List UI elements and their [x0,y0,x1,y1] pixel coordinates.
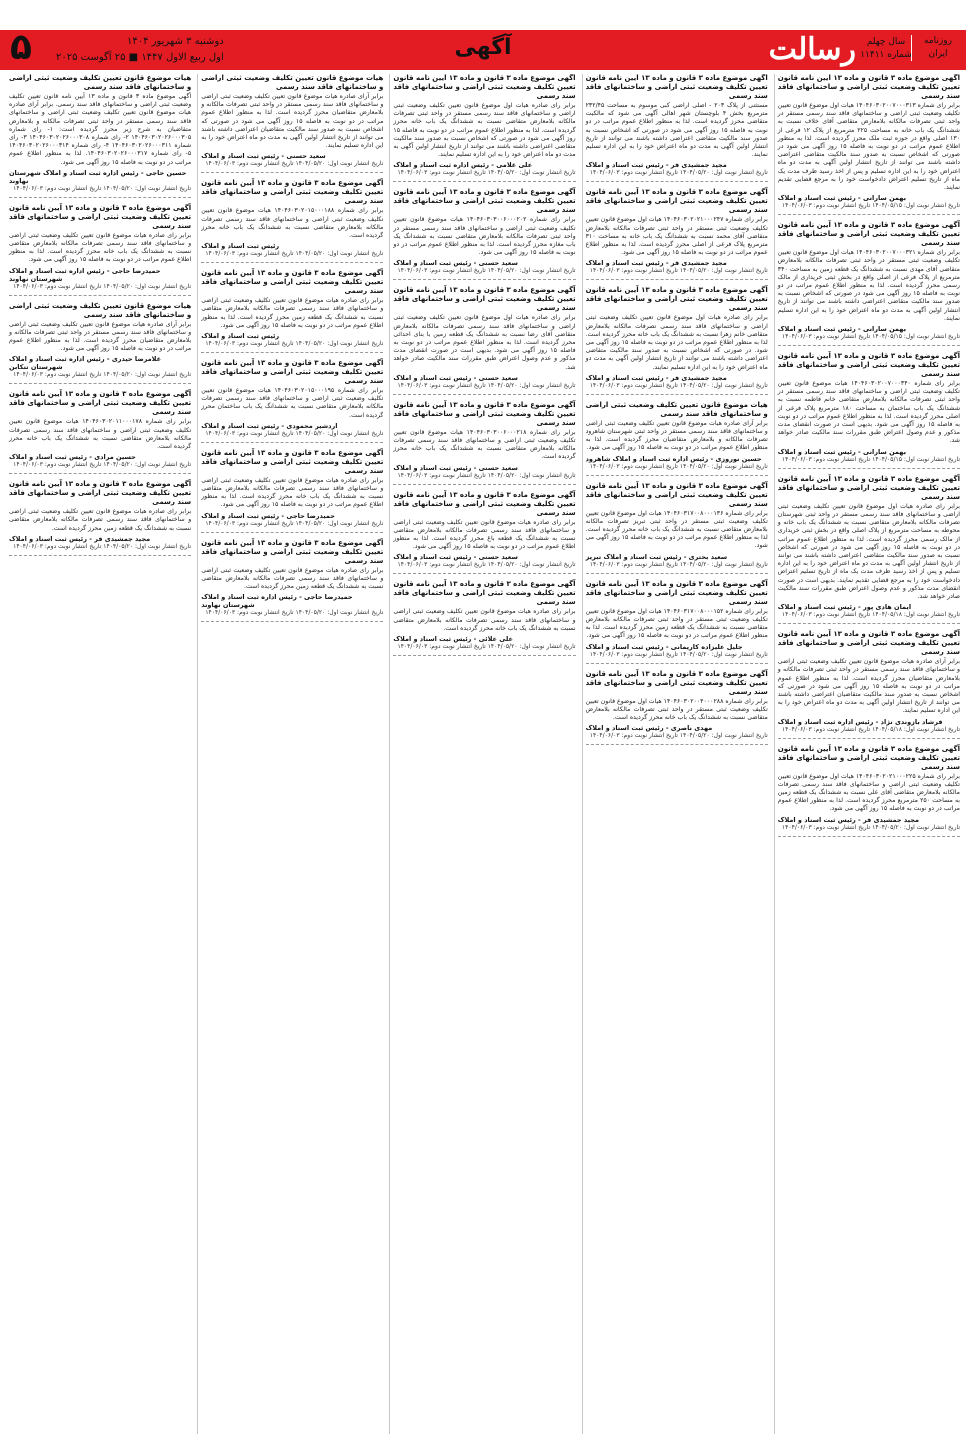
notice-title: هیات موضوع قانون تعیین تکلیف وضعیت ثبتی اراضی و ساختمانهای فاقد سند رسمی [585,400,768,418]
notice-title: آگهی موضوع ماده ۳ قانون و ماده ۱۳ آیین نامه قانون تعیین تکلیف وضعیت ثبتی اراضی و ساختمانهای فاقد سند رسمی [8,203,192,230]
notice-dates: تاریخ انتشار نوبت اول: ۱۴۰۴/۰۵/۲۰ تاریخ انتشار نوبت دوم: ۱۴۰۴/۰۶/۰۳ [205,160,384,168]
issue-number: سال چهلم شماره ۱۱۴۱۱ [860,37,912,60]
notice-title: آگهی موضوع ماده ۳ قانون و ماده ۱۳ آیین نامه قانون تعیین تکلیف وضعیت ثبتی اراضی و ساختمانهای فاقد سند رسمی [393,400,576,427]
notice-signature: غلامرضا حیدری - رئیس اداره ثبت اسناد و املاک شهرستان تنکابن [8,355,162,372]
notice-signature: فرشاد بازوندی نژاد - رئیس اداره ثبت اسناد و املاک [777,717,943,726]
notice-dates: تاریخ انتشار نوبت اول: ۱۴۰۴/۰۵/۲۰ تاریخ انتشار نوبت دوم: ۱۴۰۴/۰۶/۰۳ [13,282,192,290]
notice-signature: بهمن سارانی - رئیس ثبت اسناد و املاک [777,447,907,456]
legal-notice [393,401,575,485]
notice-title: آگهی موضوع ماده ۳ قانون و ماده ۱۳ آیین نامه قانون تعیین تکلیف وضعیت ثبتی اراضی و ساختمانهای فاقد سند رسمی [393,286,576,313]
legal-notice [201,359,383,443]
notice-title: آگهی موضوع ماده ۳ قانون و ماده ۱۳ آیین نامه قانون تعیین تکلیف وضعیت ثبتی اراضی و ساختمانهای فاقد سند رسمی [777,630,960,657]
legal-notice [201,539,383,623]
notice-dates: تاریخ انتشار نوبت اول: ۱۴۰۴/۰۵/۲۰ تاریخ انتشار نوبت دوم: ۱۴۰۴/۰۶/۰۳ [589,650,768,658]
section-title: آگهی [454,35,512,60]
notice-dates: تاریخ انتشار نوبت اول: ۱۴۰۴/۰۵/۲۰ تاریخ انتشار نوبت دوم: ۱۴۰۴/۰۶/۰۳ [589,462,768,470]
notice-body: برابر رای صادره هیات موضوع قانون تعیین تکلیف وضعیت ثبتی اراضی و ساختمانهای فاقد سند رسمی تصرفات مالکانه بلامعارض متقاضی نسبت به ششدانگ یک قطعه زمین محرز گردیده است. لذا به منظور اطلاع عموم مراتب در دو نوبت به فاصله ۱۵ روز آگهی می شود. [201,297,384,329]
page-number: ۵ [10,27,32,68]
date-hijri-gregorian: اول ربیع الاول ۱۴۴۷ ■ ۲۵ آگوست ۲۰۲۵ [56,52,224,63]
notice-dates: تاریخ انتشار نوبت اول: ۱۴۰۴/۰۵/۲۰ تاریخ انتشار نوبت دوم: ۱۴۰۴/۰۶/۰۳ [397,267,576,275]
legal-notice [778,745,960,837]
notice-signature: جلیل علیزاده کاریمانی - رئیس ثبت اسناد و املاک [585,642,743,651]
notice-body: آگهی موضوع ماده ۳ قانون و ماده ۱۳ آیین نامه قانون تعیین تکلیف وضعیت ثبتی اراضی و ساختمانهای فاقد سند رسمی. برابر آرای صادره هیات موضوع قانون تعیین تکلیف وضعیت ثبتی اراضی و ساختمانهای فاقد سند رسمی مستقر در واحد ثبتی تصرفات مالکانه و بلامعارض متقاضیان به شرح زیر محرز گردیده است: ۱- رای شماره ۱۴۰۴۶۰۳۰۲۰۲۶۰۰۰۳۰۵ ۲- رای شماره ۱۴۰۴۶۰۳۰۲۰۲۶۰۰۰۳۰۸ ۳- رای شماره ۱۴۰۴۶۰۳۰۲۰۲۶۰۰۰۳۱۱ ۴- رای شماره ۱۴۰۴۶۰۳۰۲۰۲۶۰۰۰۳۱۴ ۵- رای شماره ۱۴۰۴۶۰۳۰۲۰۲۶۰۰۰۳۱۷. لذا به منظور اطلاع عموم مراتب در دو نوبت به فاصله ۱۵ روز آگهی می شود. [8,93,192,166]
notice-dates: تاریخ انتشار نوبت اول: ۱۴۰۴/۰۵/۱۵ تاریخ انتشار نوبت دوم: ۱۴۰۴/۰۶/۰۳ [781,333,960,341]
notice-dates: تاریخ انتشار نوبت اول: ۱۴۰۴/۰۵/۲۰ تاریخ انتشار نوبت دوم: ۱۴۰۴/۰۶/۰۳ [589,732,768,740]
notice-dates: تاریخ انتشار نوبت اول: ۱۴۰۴/۰۵/۲۰ تاریخ انتشار نوبت دوم: ۱۴۰۴/۰۶/۰۳ [205,429,384,437]
notice-signature: سعید حسنی - رئیس ثبت اسناد و املاک [393,259,518,268]
notice-signature: سعید حسنی - رئیس ثبت اسناد و املاک [201,152,326,161]
notice-dates: تاریخ انتشار نوبت اول: ۱۴۰۴/۰۵/۲۰ تاریخ انتشار نوبت دوم: ۱۴۰۴/۰۶/۰۳ [397,471,576,479]
date-persian: دوشنبه ۳ شهریور ۱۴۰۴ [126,36,224,47]
notice-title: آگهی موضوع ماده ۳ قانون و ماده ۱۳ آیین نامه قانون تعیین تکلیف وضعیت ثبتی اراضی و ساختمانهای فاقد سند رسمی [585,188,768,215]
notice-title: آگهی موضوع ماده ۳ قانون و ماده ۱۳ آیین نامه قانون تعیین تکلیف وضعیت ثبتی اراضی و ساختمانهای فاقد سند رسمی [585,286,768,313]
notice-title: آگهی موضوع ماده ۳ قانون و ماده ۱۳ آیین نامه قانون تعیین تکلیف وضعیت ثبتی اراضی و ساختمانهای فاقد سند رسمی [201,269,384,296]
notice-signature: حمیدرضا حاجی - رئیس اداره ثبت اسناد و املاک شهرستان نهاوند [8,266,161,283]
notice-signature: مجید جمشیدی فر - رئیس ثبت اسناد و املاک [777,815,919,824]
notice-signature: حسین نوروزی - رئیس اداره ثبت اسناد و املاک شاهرود [585,454,762,463]
legal-notice [393,74,575,182]
notice-signature: حمیدرضا حاجی - رئیس اداره ثبت اسناد و املاک شهرستان نهاوند [201,593,353,610]
notice-dates: تاریخ انتشار نوبت اول: ۱۴۰۴/۰۵/۱۸ تاریخ انتشار نوبت دوم: ۱۴۰۴/۰۶/۰۳ [781,611,960,619]
notice-signature: سعید حسنی - رئیس ثبت اسناد و املاک [393,373,518,382]
notice-body: برابر رای صادره هیات موضوع قانون تعیین تکلیف وضعیت ثبتی اراضی و ساختمانهای فاقد سند رسمی تصرفات مالکانه بلامعارض متقاضی نسبت به ششدانگ یک قطعه زمین محرز گردیده است. [201,566,384,591]
legal-notice [778,630,960,738]
notice-signature: حمیدرضا حاجی - رئیس ثبت اسناد و املاک [201,511,335,520]
notice-signature: ایمان هادی پور - رئیس ثبت اسناد و املاک [777,603,912,612]
notice-signature: مجید جمشیدی فر - رئیس ثبت اسناد و املاک [8,534,151,543]
legal-notice [586,580,768,664]
notice-signature: حسین مرادی - رئیس ثبت اسناد و املاک [8,453,136,462]
notice-dates: تاریخ انتشار نوبت اول: ۱۴۰۴/۰۵/۱۵ تاریخ انتشار نوبت دوم: ۱۴۰۴/۰۶/۰۳ [781,455,960,463]
column-3 [389,74,575,1434]
notice-body: برابر رای شماره ۱۴۰۴۶۰۳۰۲۰۰۷۰۰۰۳۴۰ هیات موضوع قانون تعیین تکلیف وضعیت ثبتی اراضی و ساختمانهای فاقد سند رسمی مستقر در واحد ثبتی تصرفات مالکانه بلامعارض متقاضی خانم فاطمه نسبت به ششدانگ یک باب ساختمان به مساحت ۱۸۰ مترمربع پلاک فرعی از اصلی محرز گردیده است. لذا به منظور اطلاع عموم مراتب در دو نوبت به فاصله ۱۵ روز آگهی می شود. بدیهی است در صورت انقضای مدت مذکور و عدم وصول اعتراض طبق مقررات سند مالکیت صادر خواهد شد. [777,380,960,445]
notice-dates: تاریخ انتشار نوبت اول: ۱۴۰۴/۰۵/۱۵ تاریخ انتشار نوبت دوم: ۱۴۰۴/۰۶/۰۳ [781,202,960,210]
legal-notice [393,580,575,656]
notice-body: برابر رای صادره هیات موضوع قانون تعیین تکلیف وضعیت ثبتی اراضی و ساختمانهای فاقد سند رسمی تصرفات مالکانه بلامعارض متقاضی نسبت به ششدانگ یک باب خانه محرز گردیده است. [393,608,576,632]
notice-body: برابر رای شماره ۱۴۰۴۶۰۳۱۷۰۰۸۰۰۰۱۵۲ هیات اول موضوع قانون تعیین تکلیف وضعیت ثبتی مستقر در واحد ثبتی تصرفات مالکانه بلامعارض متقاضی نسبت به ششدانگ یک قطعه زمین محرز گردیده است. لذا به منظور اطلاع عموم مراتب در دو نوبت به فاصله ۱۵ روز آگهی می شود. [585,607,768,640]
legal-notice [9,480,191,556]
notice-body: برابر رای صادره هیات اول موضوع قانون تعیین تکلیف وضعیت ثبتی اراضی و ساختمانهای فاقد سند رسمی مستقر در واحد ثبتی شهرستان تصرفات مالکانه بلامعارض متقاضی نسبت به ششدانگ یک باب خانه و محوطه به مساحت مترمربع از پلاک اصلی واقع در بخش ثبتی خریداری از مالک رسمی محرز گردیده است. لذا به منظور اطلاع عموم مراتب در دو نوبت به فاصله ۱۵ روز آگهی می شود در صورتی که اشخاص نسبت به صدور سند مالکیت متقاضی اعتراضی داشته باشند می توانند از تاریخ انتشار اولین آگهی به مدت دو ماه اعتراض خود را به این اداره تسلیم و پس از اخذ رسید ظرف مدت یک ماه از تاریخ تسلیم اعتراض دادخواست خود را به مرجع قضایی تقدیم نمایند. بدیهی است در صورت انقضای مدت مذکور و عدم وصول اعتراض طبق مقررات سند مالکیت صادر خواهد شد. [777,502,960,600]
legal-notice [201,74,383,173]
notice-dates: تاریخ انتشار نوبت اول: ۱۴۰۴/۰۵/۲۰ تاریخ انتشار نوبت دوم: ۱۴۰۴/۰۶/۰۳ [13,371,192,379]
notice-signature: مجید جمشیدی فر - رئیس ثبت اسناد و املاک [585,161,727,170]
notice-dates: تاریخ انتشار نوبت اول: ۱۴۰۴/۰۵/۲۰ تاریخ انتشار نوبت دوم: ۱۴۰۴/۰۶/۰۳ [589,267,768,275]
notice-body: برابر رای شماره ۱۴۰۴۶۰۳۰۳۰۰۶۰۰۰۲۰۲ هیات موضوع قانون تعیین تکلیف وضعیت ثبتی اراضی و ساختمانهای فاقد سند رسمی مستقر در واحد ثبتی تصرفات مالکانه بلامعارض متقاضی نسبت به ششدانگ یک باب مغازه محرز گردیده است. لذا به منظور اطلاع عموم مراتب در دو نوبت به فاصله ۱۵ روز آگهی می شود. [393,216,576,257]
notice-title: هیات موضوع قانون تعیین تکلیف وضعیت ثبتی اراضی و ساختمانهای فاقد سند رسمی [201,74,384,91]
legal-notice [778,221,960,346]
legal-notice [393,188,575,280]
notice-title: آگهی موضوع ماده ۳ قانون و ماده ۱۳ آیین نامه قانون تعیین تکلیف وضعیت ثبتی اراضی و ساختمانهای فاقد سند رسمی [201,179,384,206]
notice-dates: تاریخ انتشار نوبت اول: ۱۴۰۴/۰۵/۲۰ تاریخ انتشار نوبت دوم: ۱۴۰۴/۰۶/۰۳ [205,609,384,617]
notice-title: آگهی موضوع ماده ۳ قانون و ماده ۱۳ آیین نامه قانون تعیین تکلیف وضعیت ثبتی اراضی و ساختمانهای فاقد سند رسمی [201,359,384,386]
notice-body: برابر رای صادره هیات موضوع قانون تعیین تکلیف وضعیت ثبتی اراضی و ساختمانهای فاقد سند رسمی تصرفات مالکانه بلامعارض متقاضی نسبت به ششدانگ یک قطعه باغ محرز گردیده است. لذا به منظور اطلاع عموم مراتب در دو نوبت به فاصله ۱۵ روز آگهی می شود. [393,518,576,551]
notice-body: برابر رای شماره ۱۴۰۴۶۰۳۰۲۰۰۴۰۰۰۲۸۸ هیات اول موضوع قانون تعیین تکلیف وضعیت ثبتی مستقر در واحد ثبتی تصرفات مالکانه بلامعارض متقاضی نسبت به ششدانگ یک باب خانه محرز گردیده است. [585,697,768,721]
legal-notice [778,74,960,215]
notice-body: برابر آرای صادره هیات موضوع قانون تعیین تکلیف وضعیت ثبتی اراضی و ساختمانهای فاقد سند رسمی مستقر در واحد ثبتی تصرفات مالکانه و بلامعارض متقاضیان محرز گردیده است. لذا به منظور اطلاع عموم مراتب در دو نوبت به فاصله ۱۵ روز آگهی می شود در صورتی که اشخاص نسبت به صدور سند مالکیت متقاضیان اعتراضی داشته باشند می توانند از تاریخ انتشار اولین آگهی به مدت دو ماه اعتراض خود را به این اداره تسلیم نمایند. [201,93,384,150]
notice-signature: سعید حسنی - رئیس ثبت اسناد و املاک [393,463,518,472]
masthead-bar [0,27,966,70]
notice-dates: تاریخ انتشار نوبت اول: ۱۴۰۴/۰۵/۲۰ تاریخ انتشار نوبت دوم: ۱۴۰۴/۰۶/۰۳ [13,184,192,192]
notice-dates: تاریخ انتشار نوبت اول: ۱۴۰۴/۰۵/۲۰ تاریخ انتشار نوبت دوم: ۱۴۰۴/۰۶/۰۳ [781,823,960,831]
notice-title: آگهی موضوع ماده ۳ قانون و ماده ۱۳ آیین نامه قانون تعیین تکلیف وضعیت ثبتی اراضی و ساختمانهای فاقد سند رسمی [585,481,768,508]
legal-notice [201,449,383,533]
notice-dates: تاریخ انتشار نوبت اول: ۱۴۰۴/۰۵/۲۰ تاریخ انتشار نوبت دوم: ۱۴۰۴/۰۶/۰۳ [205,519,384,527]
notice-title: آگهی موضوع ماده ۳ قانون و ماده ۱۳ آیین نامه قانون تعیین تکلیف وضعیت ثبتی اراضی و ساختمانهای فاقد سند رسمی [8,390,192,417]
notice-title: آگهی موضوع ماده ۳ قانون و ماده ۱۳ آیین نامه قانون تعیین تکلیف وضعیت ثبتی اراضی و ساختمانهای فاقد سند رسمی [8,480,192,507]
notice-body: برابر آرای صادره هیات موضوع قانون تعیین تکلیف وضعیت ثبتی اراضی و ساختمانهای فاقد سند رسمی مستقر در واحد ثبتی شهرستان شاهرود تصرفات مالکانه و بلامعارض متقاضیان محرز گردیده است. لذا به منظور اطلاع عموم مراتب در دو نوبت به فاصله ۱۵ روز آگهی می شود. [585,419,768,452]
notice-title: آگهی موضوع ماده ۳ قانون و ماده ۱۳ آیین نامه قانون تعیین تکلیف وضعیت ثبتی اراضی و ساختمانهای فاقد سند رسمی [201,448,384,475]
notice-dates: تاریخ انتشار نوبت اول: ۱۴۰۴/۰۵/۲۰ تاریخ انتشار نوبت دوم: ۱۴۰۴/۰۶/۰۳ [13,542,192,550]
notice-body: برابر آرای صادره هیات موضوع قانون تعیین تکلیف وضعیت ثبتی اراضی و ساختمانهای فاقد سند رسمی مستقر در واحد ثبتی تصرفات مالکانه و بلامعارض متقاضیان محرز گردیده است. لذا به منظور اطلاع عموم مراتب در دو نوبت به فاصله ۱۵ روز آگهی می شود در صورتی که اشخاص نسبت به صدور سند مالکیت متقاضیان اعتراضی داشته باشند می توانند از تاریخ انتشار اولین آگهی به مدت دو ماه اعتراض خود را به این اداره تسلیم نمایند. [777,658,960,715]
notice-signature: بهمن سارانی - رئیس ثبت اسناد و املاک [777,325,907,334]
column-2 [582,74,768,1434]
notice-title: آگهی موضوع ماده ۳ قانون و ماده ۱۳ آیین نامه قانون تعیین تکلیف وضعیت ثبتی اراضی و ساختمانهای فاقد سند رسمی [777,474,960,501]
notice-dates: تاریخ انتشار نوبت اول: ۱۴۰۴/۰۵/۲۰ تاریخ انتشار نوبت دوم: ۱۴۰۴/۰۶/۰۳ [589,169,768,177]
legal-notice [201,179,383,263]
legal-notice [9,390,191,474]
legal-notice [586,74,768,182]
column-4 [197,74,383,1434]
notice-dates: تاریخ انتشار نوبت اول: ۱۴۰۴/۰۵/۲۰ تاریخ انتشار نوبت دوم: ۱۴۰۴/۰۶/۰۳ [13,461,192,469]
notice-title: آگهی موضوع ماده ۳ قانون و ماده ۱۳ آیین نامه قانون تعیین تکلیف وضعیت ثبتی اراضی و ساختمانهای فاقد سند رسمی [585,669,768,696]
notice-signature: رئیس ثبت اسناد و املاک [201,332,280,341]
notice-signature: مجید جمشیدی فر - رئیس ثبت اسناد و املاک [585,373,727,382]
notice-body: مستثنی از پلاک ۲۰۳ - اصلی اراضی کبی موسوم به مساحت ۲۳۲/۴۵ مترمربع بخش ۴ بلوچستان شهر اهالی آگهی می شود که مالکیت متقاضی محرز گردیده است. لذا به منظور اطلاع عموم مراتب در دو نوبت به فاصله ۱۵ روز آگهی می شود در صورتی که اشخاص نسبت به صدور سند مالکیت متقاضی اعتراضی داشته باشند می توانند از تاریخ انتشار اولین آگهی به مدت دو ماه اعتراض خود را به این اداره تسلیم نمایند. [585,102,768,159]
notice-signature: علی علائی - رئیس ثبت اسناد و املاک [393,635,513,644]
column-5 [6,74,191,1434]
notice-dates: تاریخ انتشار نوبت اول: ۱۴۰۴/۰۵/۲۰ تاریخ انتشار نوبت دوم: ۱۴۰۴/۰۶/۰۳ [205,340,384,348]
notice-signature: اردشیر محمودی - رئیس ثبت اسناد و املاک [201,421,338,430]
notice-body: برابر رای صادره هیات موضوع قانون تعیین تکلیف وضعیت ثبتی اراضی و ساختمانهای فاقد سند رسمی تصرفات مالکانه بلامعارض متقاضی نسبت به ششدانگ یک قطعه زمین محرز گردیده است. [8,508,192,532]
notice-dates: تاریخ انتشار نوبت اول: ۱۴۰۴/۰۵/۲۰ تاریخ انتشار نوبت دوم: ۱۴۰۴/۰۶/۰۳ [589,381,768,389]
legal-notice [201,269,383,353]
notice-body: برابر رای صادره هیات اول موضوع قانون تعیین تکلیف وضعیت ثبتی اراضی و ساختمانهای فاقد سند رسمی تصرفات مالکانه بلامعارض متقاضی خانم زهرا نسبت به ششدانگ یک باب خانه محرز گردیده است. لذا به منظور اطلاع عموم مراتب در دو نوبت به فاصله ۱۵ روز آگهی می شود. در صورتی که اشخاص نسبت به صدور سند مالکیت متقاضی اعتراضی داشته باشند می توانند از تاریخ انتشار اولین آگهی به مدت دو ماه اعتراض خود را به این اداره تسلیم نمایند. [585,314,768,371]
notice-body: برابر رای شماره ۱۴۰۴۶۰۳۰۲۰۱۱۰۰۰۱۷۸ هیات موضوع قانون تعیین تکلیف وضعیت ثبتی اراضی و ساختمانهای فاقد سند رسمی تصرفات مالکانه بلامعارض متقاضی نسبت به ششدانگ یک باب خانه محرز گردیده است. [8,418,192,451]
notice-title: هیات موضوع قانون تعیین تکلیف وضعیت ثبتی اراضی و ساختمانهای فاقد سند رسمی [8,301,192,319]
notice-dates: تاریخ انتشار نوبت اول: ۱۴۰۴/۰۵/۲۰ تاریخ انتشار نوبت دوم: ۱۴۰۴/۰۶/۰۳ [397,561,576,569]
notice-body: برابر رای شماره ۱۴۰۴۶۰۳۰۲۰۰۷۰۰۰۳۱۳ هیات اول موضوع قانون تعیین تکلیف وضعیت ثبتی اراضی و ساختمانهای فاقد سند رسمی مستقر در واحد ثبتی تصرفات مالکانه بلامعارض متقاضی آقای خلاف نسبت به ششدانگ یک باب خانه به مساحت ۲۲۵ مترمربع از پلاک ۱۲ فرعی از ۱۳۰ اصلی واقع در حوزه ثبت ملک محرز گردیده است. لذا به منظور اطلاع عموم مراتب در دو نوبت به فاصله ۱۵ روز آگهی می شود در صورتی که اشخاص نسبت به صدور سند مالکیت متقاضی اعتراضی داشته باشند می توانند از تاریخ انتشار اولین آگهی به مدت دو ماه اعتراض خود را به این اداره تسلیم و پس از اخذ رسید ظرف مدت یک ماه از تاریخ تسلیم اعتراض دادخواست خود را به مرجع قضایی تقدیم نمایند. [777,102,960,192]
notice-dates: تاریخ انتشار نوبت اول: ۱۴۰۴/۰۵/۲۰ تاریخ انتشار نوبت دوم: ۱۴۰۴/۰۶/۰۳ [589,560,768,568]
notice-signature: رئیس ثبت اسناد و املاک [201,242,280,251]
date-box [56,34,224,66]
legal-notice [393,286,575,394]
notice-body: برابر رای صادره هیات موضوع قانون تعیین تکلیف وضعیت ثبتی اراضی و ساختمانهای فاقد سند رسمی تصرفات مالکانه بلامعارض متقاضی نسبت به ششدانگ یک باب خانه محرز گردیده است. لذا به منظور اطلاع عموم مراتب در دو نوبت به فاصله ۱۵ روز آگهی می شود. [201,476,384,509]
notice-title: آگهی موضوع ماده ۳ قانون و ماده ۱۳ آیین نامه قانون تعیین تکلیف وضعیت ثبتی اراضی و ساختمانهای فاقد سند رسمی [777,74,960,100]
legal-notice [586,482,768,574]
notice-title: آگهی موضوع ماده ۳ قانون و ماده ۱۳ آیین نامه قانون تعیین تکلیف وضعیت ثبتی اراضی و ساختمانهای فاقد سند رسمی [393,188,576,215]
notice-signature: مهدی ناصری - رئیس ثبت اسناد و املاک [585,724,713,733]
notice-title: هیات موضوع قانون تعیین تکلیف وضعیت ثبتی اراضی و ساختمانهای فاقد سند رسمی [8,74,192,91]
notice-signature: مجید جمشیدی فر - رئیس ثبت اسناد و املاک [585,259,727,268]
legal-notice [9,204,191,296]
notice-dates: تاریخ انتشار نوبت اول: ۱۴۰۴/۰۵/۲۰ تاریخ انتشار نوبت دوم: ۱۴۰۴/۰۶/۰۳ [205,250,384,258]
legal-notice [586,401,768,476]
notice-body: برابر رای شماره ۱۴۰۴۶۰۳۰۲۰۱۵۰۰۰۱۹۵ هیات موضوع قانون تعیین تکلیف وضعیت ثبتی اراضی و ساختمانهای فاقد سند رسمی تصرفات مالکانه بلامعارض متقاضی نسبت به ششدانگ یک باب ساختمان محرز گردیده است. [201,387,384,419]
notice-title: آگهی موضوع ماده ۳ قانون و ماده ۱۳ آیین نامه قانون تعیین تکلیف وضعیت ثبتی اراضی و ساختمانهای فاقد سند رسمی [777,221,960,248]
notice-body: برابر رای صادره هیات موضوع قانون تعیین تکلیف وضعیت ثبتی اراضی و ساختمانهای فاقد سند رسمی تصرفات مالکانه بلامعارض متقاضی نسبت به ششدانگ یک باب خانه محرز گردیده است. لذا به منظور اطلاع عموم مراتب در دو نوبت به فاصله ۱۵ روز آگهی می شود. [8,231,192,264]
notice-body: برابر رای شماره ۱۴۰۴۶۰۳۰۳۰۰۶۰۰۰۲۱۸ هیات موضوع قانون تعیین تکلیف وضعیت ثبتی اراضی و ساختمانهای فاقد سند رسمی تصرفات مالکانه بلامعارض متقاضی نسبت به ششدانگ یک باب خانه محرز گردیده است. [393,428,576,461]
notice-body: برابر رای شماره ۱۴۰۴۶۰۳۱۷۰۰۸۰۰۰۱۳۶ هیات اول موضوع قانون تعیین تکلیف وضعیت ثبتی مستقر در واحد ثبتی تبریز تصرفات مالکانه بلامعارض متقاضی نسبت به ششدانگ یک باب خانه محرز گردیده است. لذا به منظور اطلاع عموم مراتب در دو نوبت به فاصله ۱۵ روز آگهی می شود. [585,509,768,550]
legal-notice [9,302,191,385]
notice-body: برابر رای صادره هیات اول موضوع قانون تعیین تکلیف وضعیت ثبتی اراضی و ساختمانهای فاقد سند رسمی تصرفات مالکانه بلامعارض متقاضی آقای رضا نسبت به ششدانگ یک قطعه زمین با بنای احداثی محرز گردیده است. لذا به منظور اطلاع عموم مراتب در دو نوبت به فاصله ۱۵ روز آگهی می شود. بدیهی است در صورت انقضای مدت مذکور و عدم وصول اعتراض طبق مقررات سند مالکیت صادر خواهد شد. [393,314,576,371]
notice-body: برابر رای شماره ۱۴۰۴۶۰۳۰۲۰۰۷۰۰۰۳۲۱ هیات اول موضوع قانون تعیین تکلیف وضعیت ثبتی مستقر در واحد ثبتی تصرفات مالکانه بلامعارض متقاضی آقای مهدی نسبت به ششدانگ یک قطعه زمین به مساحت ۳۴۰ مترمربع از پلاک فرعی از اصلی واقع در بخش ثبتی خریداری از مالک رسمی محرز گردیده است. لذا به منظور اطلاع عموم مراتب در دو نوبت به فاصله ۱۵ روز آگهی می شود در صورتی که اشخاص نسبت به صدور سند مالکیت متقاضی اعتراضی داشته باشند می توانند از تاریخ انتشار اولین آگهی به مدت دو ماه اعتراض خود را به این اداره تسلیم نمایند. [777,249,960,322]
notice-dates: تاریخ انتشار نوبت اول: ۱۴۰۴/۰۵/۲۰ تاریخ انتشار نوبت دوم: ۱۴۰۴/۰۶/۰۳ [397,169,576,177]
notice-title: آگهی موضوع ماده ۳ قانون و ماده ۱۳ آیین نامه قانون تعیین تکلیف وضعیت ثبتی اراضی و ساختمانهای فاقد سند رسمی [777,744,960,771]
notice-body: برابر رای شماره ۱۴۰۴۶۰۳۰۲۰۱۵۰۰۰۱۸۸ هیات موضوع قانون تعیین تکلیف وضعیت ثبتی اراضی و ساختمانهای فاقد سند رسمی تصرفات مالکانه بلامعارض متقاضی نسبت به ششدانگ یک باب خانه محرز گردیده است. [201,207,384,240]
ad-columns [6,74,960,1434]
legal-notice [778,475,960,624]
notice-dates: تاریخ انتشار نوبت اول: ۱۴۰۴/۰۵/۲۰ تاریخ انتشار نوبت دوم: ۱۴۰۴/۰۶/۰۳ [397,643,576,651]
notice-signature: سعید بحتری - رئیس ثبت اسناد و املاک تبریز [585,552,728,561]
legal-notice [586,286,768,394]
legal-notice [586,670,768,746]
notice-body: برابر رای شماره ۱۴۰۴۶۰۳۰۲۰۲۱۰۰۰۲۴۷ هیات اول موضوع قانون تعیین تکلیف وضعیت ثبتی مستقر در واحد ثبتی تصرفات مالکانه بلامعارض متقاضی آقای محمد نسبت به ششدانگ یک باب خانه به مساحت ۳۱۰ مترمربع پلاک فرعی از اصلی محرز گردیده است. لذا به منظور اطلاع عموم مراتب در دو نوبت به فاصله ۱۵ روز آگهی می شود. [585,216,768,257]
notice-title: آگهی موضوع ماده ۳ قانون و ماده ۱۳ آیین نامه قانون تعیین تکلیف وضعیت ثبتی اراضی و ساختمانهای فاقد سند رسمی [393,580,576,607]
notice-title: آگهی موضوع ماده ۳ قانون و ماده ۱۳ آیین نامه قانون تعیین تکلیف وضعیت ثبتی اراضی و ساختمانهای فاقد سند رسمی [585,579,768,606]
legal-notice [586,188,768,280]
notice-title: آگهی موضوع ماده ۳ قانون و ماده ۱۳ آیین نامه قانون تعیین تکلیف وضعیت ثبتی اراضی و ساختمانهای فاقد سند رسمی [777,352,960,379]
notice-body: برابر آرای صادره هیات موضوع قانون تعیین تکلیف وضعیت ثبتی اراضی و ساختمانهای فاقد سند رسمی مستقر در واحد ثبتی تصرفات مالکانه و بلامعارض متقاضیان محرز گردیده است. لذا به منظور اطلاع عموم مراتب در دو نوبت به فاصله ۱۵ روز آگهی می شود. [8,320,192,353]
notice-title: آگهی موضوع ماده ۳ قانون و ماده ۱۳ آیین نامه قانون تعیین تکلیف وضعیت ثبتی اراضی و ساختمانهای فاقد سند رسمی [393,74,576,100]
newspaper-logo: رسالت [768,32,856,67]
notice-body: برابر رای شماره ۱۴۰۴۶۰۳۰۲۰۲۱۰۰۰۲۲۵ هیات اول موضوع قانون تعیین تکلیف وضعیت ثبتی اراضی و ساختمانهای فاقد سند رسمی تصرفات مالکانه بلامعارض متقاضی آقای علی نسبت به ششدانگ یک قطعه زمین به مساحت ۲۵۰ مترمربع محرز گردیده است. لذا به منظور اطلاع عموم مراتب در دو نوبت به فاصله ۱۵ روز آگهی می شود. [777,772,960,813]
notice-title: آگهی موضوع ماده ۳ قانون و ماده ۱۳ آیین نامه قانون تعیین تکلیف وضعیت ثبتی اراضی و ساختمانهای فاقد سند رسمی [585,74,768,100]
notice-dates: تاریخ انتشار نوبت اول: ۱۴۰۴/۰۵/۲۰ تاریخ انتشار نوبت دوم: ۱۴۰۴/۰۶/۰۳ [397,381,576,389]
notice-title: آگهی موضوع ماده ۳ قانون و ماده ۱۳ آیین نامه قانون تعیین تکلیف وضعیت ثبتی اراضی و ساختمانهای فاقد سند رسمی [393,490,576,517]
notice-signature: بهمن سارانی - رئیس ثبت اسناد و املاک [777,194,907,203]
notice-body: برابر رای صادره هیات اول موضوع قانون تعیین تکلیف وضعیت ثبتی اراضی و ساختمانهای فاقد سند رسمی مستقر در واحد ثبتی تصرفات مالکانه بلامعارض متقاضی نسبت به ششدانگ یک باب خانه محرز گردیده است. لذا به منظور اطلاع عموم مراتب در دو نوبت به فاصله ۱۵ روز آگهی می شود در صورتی که اشخاص نسبت به صدور سند مالکیت متقاضی اعتراضی داشته باشند می توانند از تاریخ انتشار اولین آگهی به مدت دو ماه اعتراض خود را به این اداره تسلیم نمایند. [393,102,576,159]
legal-notice [393,491,575,575]
notice-dates: تاریخ انتشار نوبت اول: ۱۴۰۴/۰۵/۱۸ تاریخ انتشار نوبت دوم: ۱۴۰۴/۰۶/۰۳ [781,725,960,733]
paper-subtitle: روزنامه ایران [911,35,960,61]
legal-notice [9,74,191,198]
notice-signature: حسین حاجی - رئیس اداره ثبت اسناد و املاک شهرستان نهاوند [8,168,187,185]
notice-signature: سعید حسنی - رئیس ثبت اسناد و املاک [393,553,518,562]
notice-title: آگهی موضوع ماده ۳ قانون و ماده ۱۳ آیین نامه قانون تعیین تکلیف وضعیت ثبتی اراضی و ساختمانهای فاقد سند رسمی [201,538,384,565]
notice-signature: علی غلامی - رئیس اداره ثبت اسناد و املاک [393,161,533,170]
legal-notice [778,352,960,469]
column-1 [774,74,960,1434]
